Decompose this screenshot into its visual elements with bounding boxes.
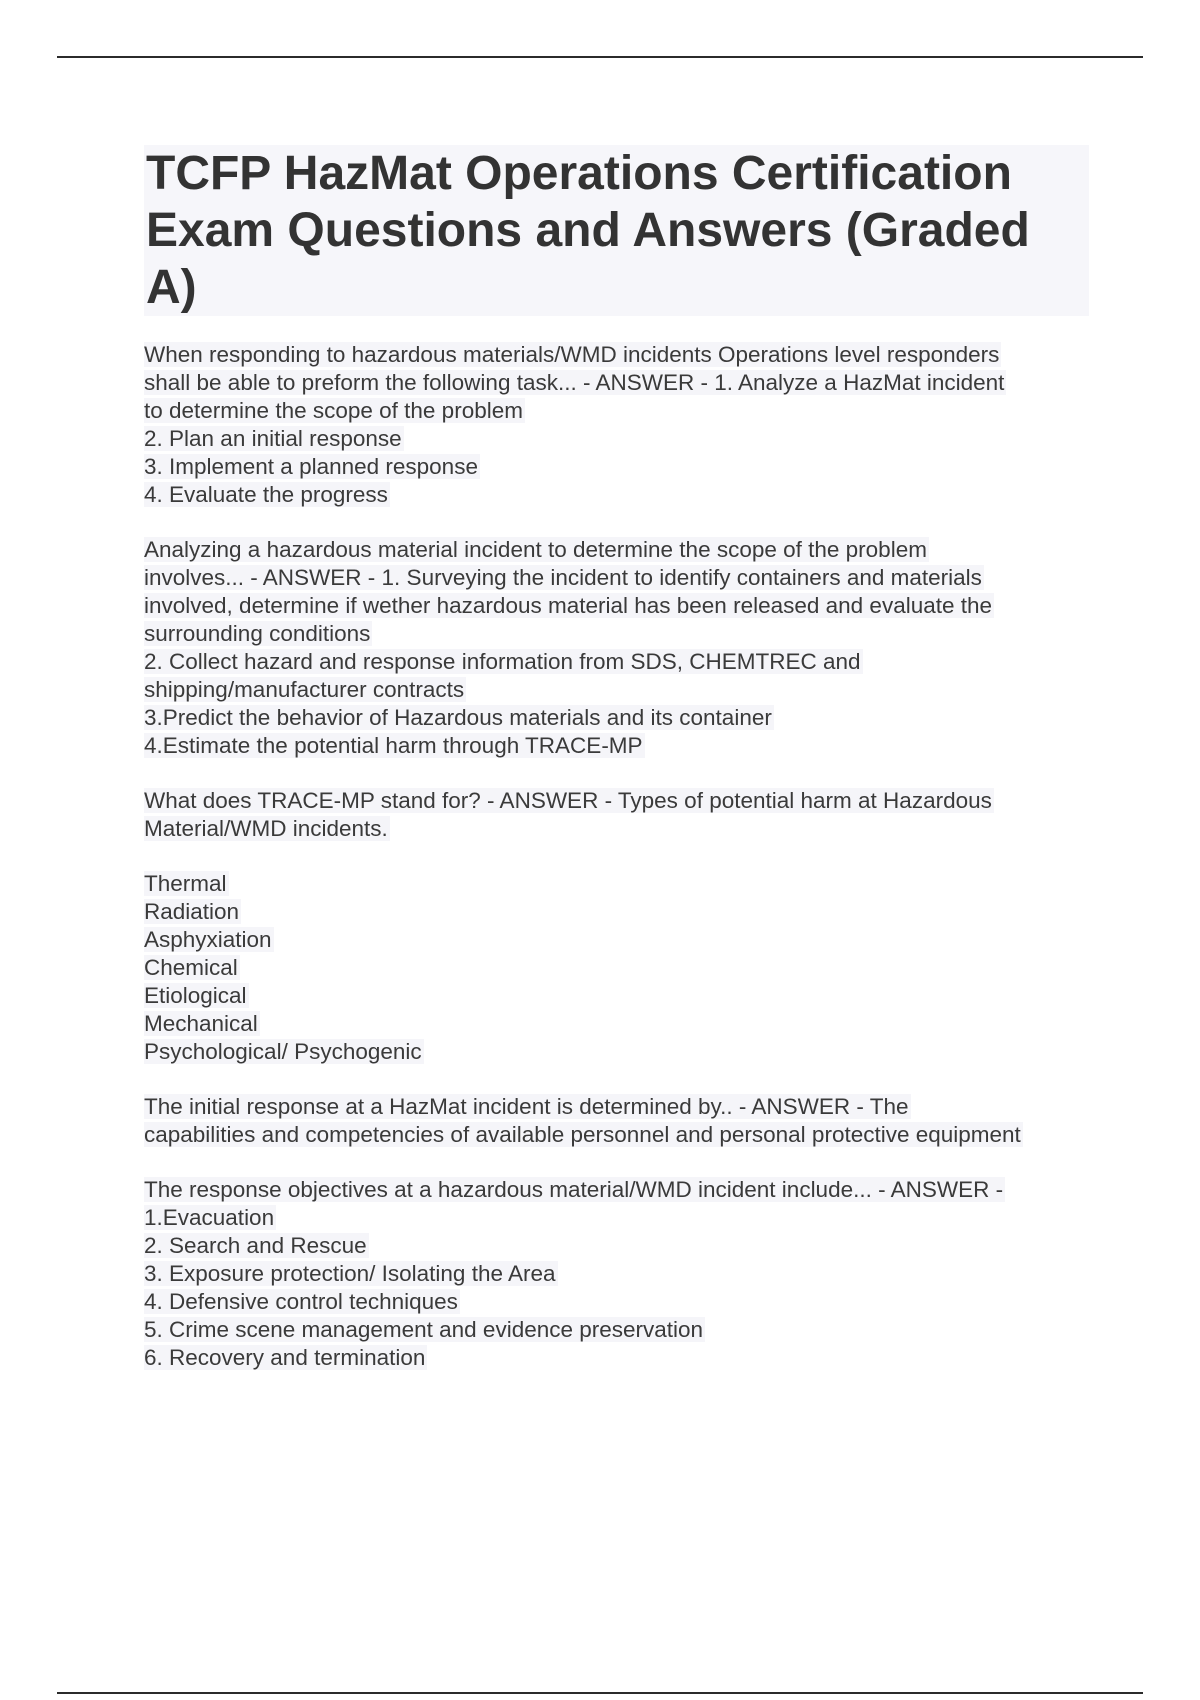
qa-line: Material/WMD incidents. bbox=[144, 816, 388, 841]
qa-item-1 bbox=[144, 341, 1089, 509]
qa-line: capabilities and competencies of available personnel and personal protective equipment bbox=[144, 1122, 1021, 1147]
term-item: Chemical bbox=[144, 955, 238, 980]
top-rule bbox=[57, 56, 1143, 58]
qa-line: 3. Implement a planned response bbox=[144, 454, 478, 479]
qa-line: 4. Evaluate the progress bbox=[144, 482, 388, 507]
qa-line: shipping/manufacturer contracts bbox=[144, 677, 465, 702]
qa-line: 2. Collect hazard and response information from SDS, CHEMTREC and bbox=[144, 649, 861, 674]
term-item: Etiological bbox=[144, 983, 247, 1008]
qa-line: 2. Plan an initial response bbox=[144, 426, 402, 451]
qa-item-2 bbox=[144, 536, 1089, 760]
qa-line: surrounding conditions bbox=[144, 621, 371, 646]
qa-line: When responding to hazardous materials/WMD incidents Operations level responders bbox=[144, 342, 1000, 367]
document-body bbox=[144, 145, 1089, 1372]
title-line: Exam Questions and Answers (Graded bbox=[146, 204, 1030, 257]
qa-line: to determine the scope of the problem bbox=[144, 398, 523, 423]
term-item: Psychological/ Psychogenic bbox=[144, 1039, 422, 1064]
title-line: TCFP HazMat Operations Certification bbox=[146, 147, 1012, 200]
qa-line: 2. Search and Rescue bbox=[144, 1233, 367, 1258]
qa-line: 1.Evacuation bbox=[144, 1205, 275, 1230]
bottom-rule bbox=[57, 1692, 1143, 1694]
qa-line: The response objectives at a hazardous material/WMD incident include... - ANSWER - bbox=[144, 1177, 1004, 1202]
qa-line: Analyzing a hazardous material incident to determine the scope of the problem bbox=[144, 537, 927, 562]
qa-item-3 bbox=[144, 787, 1089, 1066]
qa-line: involves... - ANSWER - 1. Surveying the incident to identify containers and materials bbox=[144, 565, 982, 590]
qa-line: 4.Estimate the potential harm through TRACE-MP bbox=[144, 733, 643, 758]
qa-line: involved, determine if wether hazardous material has been released and evaluate the bbox=[144, 593, 993, 618]
term-item: Radiation bbox=[144, 899, 240, 924]
qa-line: 3.Predict the behavior of Hazardous materials and its container bbox=[144, 705, 772, 730]
qa-line: 6. Recovery and termination bbox=[144, 1345, 426, 1370]
term-item: Thermal bbox=[144, 871, 227, 896]
qa-line: The initial response at a HazMat incident is determined by.. - ANSWER - The bbox=[144, 1094, 909, 1119]
term-item: Mechanical bbox=[144, 1011, 258, 1036]
qa-item-4 bbox=[144, 1093, 1089, 1149]
title-line: A) bbox=[146, 261, 197, 314]
qa-line: 5. Crime scene management and evidence preservation bbox=[144, 1317, 704, 1342]
qa-item-5 bbox=[144, 1176, 1089, 1372]
document-title bbox=[144, 145, 1089, 316]
qa-line: 3. Exposure protection/ Isolating the Area bbox=[144, 1261, 556, 1286]
trace-mp-terms bbox=[144, 870, 1089, 1066]
qa-line: 4. Defensive control techniques bbox=[144, 1289, 458, 1314]
qa-line: shall be able to preform the following task... - ANSWER - 1. Analyze a HazMat incident bbox=[144, 370, 1005, 395]
qa-line: What does TRACE-MP stand for? - ANSWER - Types of potential harm at Hazardous bbox=[144, 788, 992, 813]
term-item: Asphyxiation bbox=[144, 927, 272, 952]
